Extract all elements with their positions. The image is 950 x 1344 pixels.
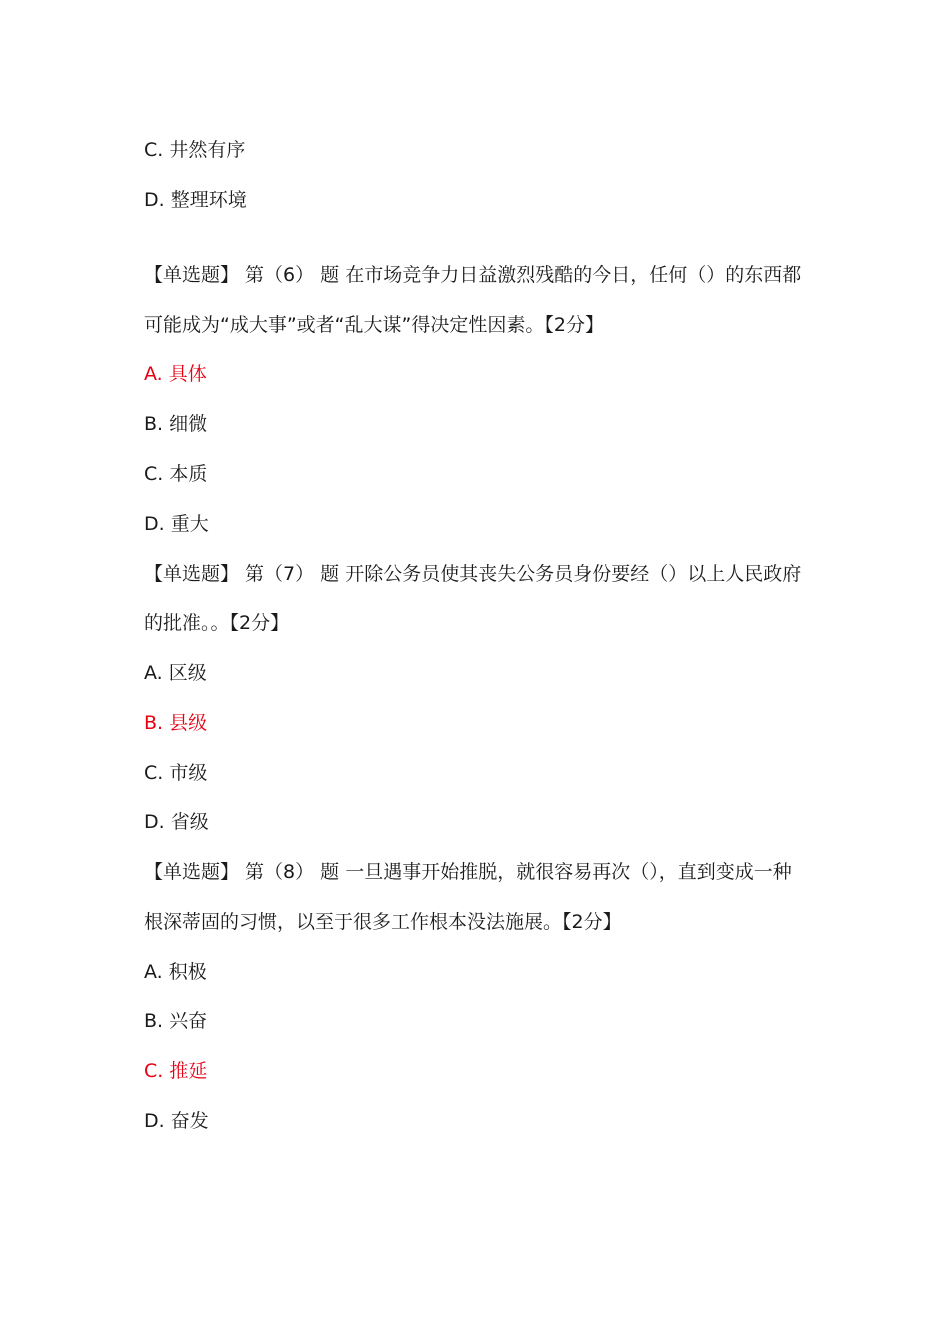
option-text: B. 细微 <box>144 413 208 435</box>
option-text: D. 整理环境 <box>144 189 247 211</box>
question-stem: 【单选题】 第（8） 题 一旦遇事开始推脱，就很容易再次（），直到变成一种 <box>144 861 792 883</box>
option-text-correct: B. 县级 <box>144 712 208 734</box>
question-stem: 【单选题】 第（6） 题 在市场竞争力日益激烈残酷的今日，任何（）的东西都 <box>144 264 802 286</box>
question-stem: 的批准。。【2分】 <box>144 612 290 634</box>
option-text: B. 兴奋 <box>144 1010 208 1032</box>
question-stem: 可能成为“成大事”或者“乱大谋”得决定性因素。【2分】 <box>144 314 604 336</box>
option-text: C. 井然有序 <box>144 139 246 161</box>
option-text: A. 积极 <box>144 961 207 983</box>
option-text: C. 本质 <box>144 463 208 485</box>
option-text-correct: C. 推延 <box>144 1060 208 1082</box>
option-text: D. 重大 <box>144 513 209 535</box>
option-text: D. 省级 <box>144 811 209 833</box>
option-text: C. 市级 <box>144 762 208 784</box>
question-stem: 【单选题】 第（7） 题 开除公务员使其丧失公务员身份要经（）以上人民政府 <box>144 563 802 585</box>
option-text: A. 区级 <box>144 662 207 684</box>
question-stem: 根深蒂固的习惯，以至于很多工作根本没法施展。【2分】 <box>144 911 622 933</box>
option-text: D. 奋发 <box>144 1110 209 1132</box>
option-text-correct: A. 具体 <box>144 363 207 385</box>
